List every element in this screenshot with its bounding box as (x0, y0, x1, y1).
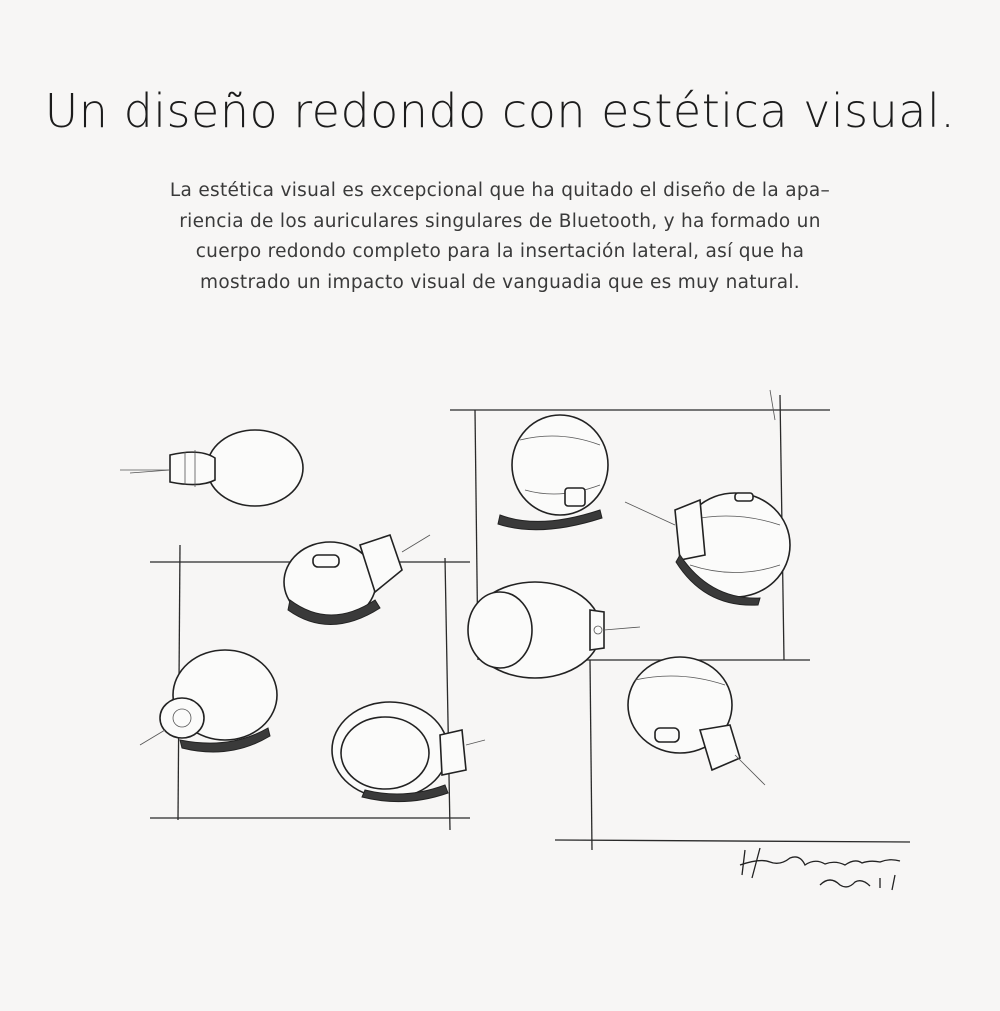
earbud-sketch-8 (628, 657, 765, 785)
earbud-sketch-4 (332, 702, 485, 802)
paragraph-line: cuerpo redondo completo para la insertación lateral, así que ha (195, 241, 805, 262)
paragraph-line: riencia de los auriculares singulares de Bluetooth, y ha formado un (179, 210, 821, 232)
earbud-sketch-illustration (0, 330, 1000, 930)
description-paragraph (100, 176, 900, 298)
artist-signature (740, 848, 900, 890)
paragraph-line: La estética visual es excepcional que ha quitado el diseño de la apa– (169, 180, 831, 201)
earbud-sketch-3 (140, 650, 277, 752)
earbud-sketch-1 (130, 430, 303, 506)
earbud-sketch-5 (498, 415, 608, 530)
earbud-sketch-2 (284, 535, 430, 625)
paragraph-line: mostrado un impacto visual de vanguadia que es muy natural. (200, 271, 800, 293)
page-title: Un diseño redondo con estética visual. (44, 84, 956, 138)
earbud-sketch-7 (468, 582, 640, 678)
earbud-sketch-6 (625, 493, 790, 605)
